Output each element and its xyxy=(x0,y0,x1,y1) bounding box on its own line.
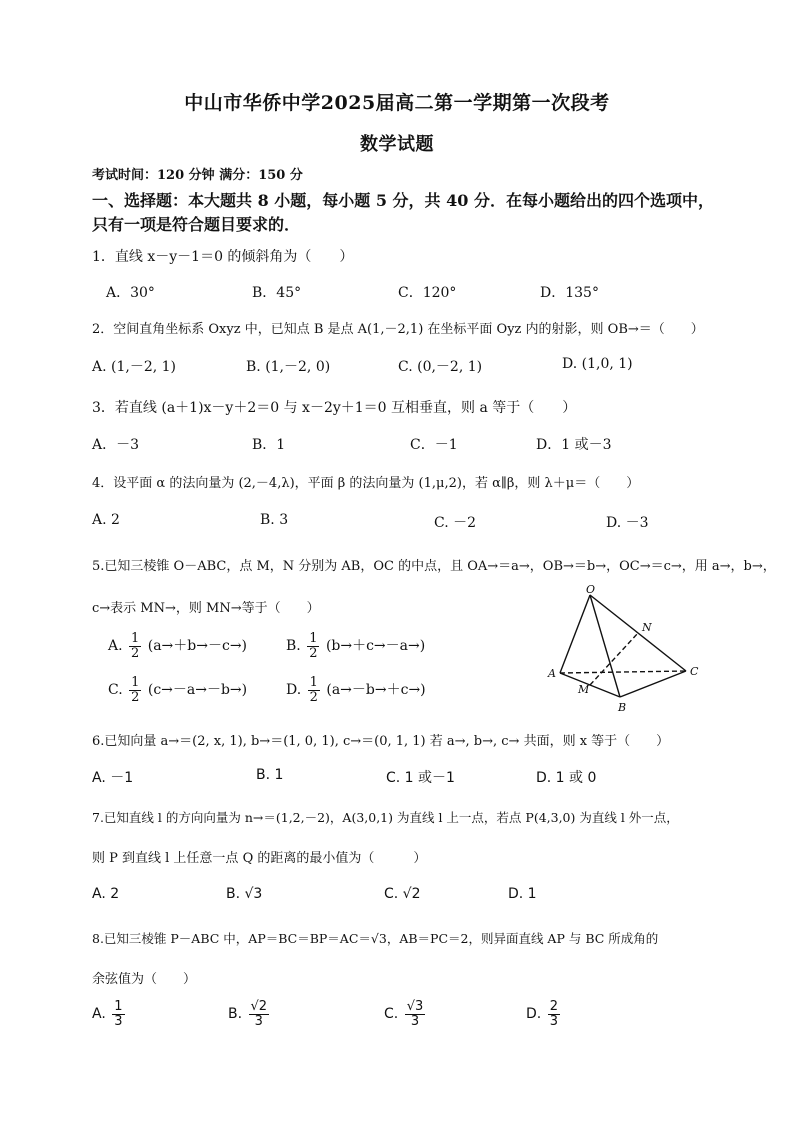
option-label: A. xyxy=(92,1006,106,1023)
question-6-stem: 6.已知向量 a→＝(2, x, 1), b→＝(1, 0, 1), c→＝(0, 1, 1) 若 a→, b→, c→ 共面，则 x 等于（ ） xyxy=(92,734,670,749)
fraction-denominator: 2 xyxy=(309,645,318,661)
question-5-stem-line1: 5.已知三棱锥 O－ABC，点 M，N 分别为 AB，OC 的中点，且 OA→＝a→，OB→＝b→，OC→＝c→，用 a→，b→， xyxy=(92,559,776,574)
edge-ob xyxy=(590,595,620,697)
question-6-option-b: B. 1 xyxy=(256,767,284,783)
question-4-stem: 4．设平面 α 的法向量为 (2,－4,λ)，平面 β 的法向量为 (1,μ,2)，若 α∥β，则 λ＋μ＝（ ） xyxy=(92,476,640,491)
fraction xyxy=(129,632,141,660)
question-5-option-c xyxy=(108,676,247,704)
question-1-option-c: C．120° xyxy=(398,285,457,301)
section-heading-line2: 只有一项是符合题目要求的． xyxy=(92,215,301,234)
question-6-option-a: A. －1 xyxy=(92,770,134,786)
vector-expression: (a→＋b→－c→) xyxy=(147,638,248,655)
edge-bc xyxy=(620,671,686,697)
fraction-numerator: 1 xyxy=(309,675,318,690)
question-7-stem-line2: 则 P 到直线 l 上任意一点 Q 的距离的最小值为（ ） xyxy=(92,851,427,866)
fraction-numerator: 1 xyxy=(114,999,123,1014)
section-heading-line1: 一、选择题：本大题共 8 小题，每小题 5 分，共 40 分．在每小题给出的四个选项中， xyxy=(92,191,714,210)
question-5-stem-line2: c→表示 MN→，则 MN→等于（ ） xyxy=(92,601,320,616)
fraction-denominator: 2 xyxy=(131,645,140,661)
question-3-option-b: B．1 xyxy=(252,437,286,453)
label-m: M xyxy=(578,683,590,696)
fraction-numerator: 1 xyxy=(309,631,318,646)
fraction xyxy=(405,1000,426,1028)
question-4-option-d: D. －3 xyxy=(606,515,649,531)
fraction xyxy=(307,632,319,660)
question-3-stem: 3．若直线 (a＋1)x－y＋2＝0 与 x－2y＋1＝0 互相垂直，则 a 等于（ ） xyxy=(92,400,577,416)
edge-oc xyxy=(590,595,686,671)
question-2-option-c: C. (0,－2, 1) xyxy=(398,359,483,375)
fraction-numerator: 1 xyxy=(131,675,140,690)
fraction-denominator: 2 xyxy=(309,689,318,705)
option-label: C. xyxy=(108,682,123,699)
option-label: A. xyxy=(108,638,123,655)
question-3-option-d: D．1 或－3 xyxy=(536,437,612,453)
edge-ac-hidden xyxy=(560,671,686,673)
label-c: C xyxy=(690,665,699,678)
vector-expression: (c→－a→－b→) xyxy=(147,682,248,699)
question-7-option-b: B. √3 xyxy=(226,886,263,902)
question-3-option-c: C．－1 xyxy=(410,437,458,453)
question-2-stem: 2．空间直角坐标系 Oxyz 中，已知点 B 是点 A(1,－2,1) 在坐标平面 Oyz 内的射影，则 OB→＝（ ） xyxy=(92,322,704,337)
fraction-denominator: 3 xyxy=(549,1013,558,1029)
fraction xyxy=(308,676,320,704)
question-1-option-d: D．135° xyxy=(540,285,599,301)
fraction-denominator: 3 xyxy=(254,1013,263,1029)
question-7-option-a: A. 2 xyxy=(92,886,120,902)
question-2-option-a: A. (1,－2, 1) xyxy=(92,359,177,375)
tetrahedron-figure xyxy=(540,585,710,715)
label-a: A xyxy=(548,667,556,680)
question-7-option-c: C. √2 xyxy=(384,886,421,902)
question-6-option-c: C. 1 或－1 xyxy=(386,770,455,786)
question-5-option-b xyxy=(286,632,425,660)
label-o: O xyxy=(586,585,596,596)
option-label: B. xyxy=(286,638,301,655)
exam-info: 考试时间：120 分钟 满分：150 分 xyxy=(92,168,303,183)
fraction-denominator: 3 xyxy=(114,1013,123,1029)
edge-oa xyxy=(560,595,590,673)
fraction-numerator: 1 xyxy=(131,631,140,646)
question-7-option-d: D. 1 xyxy=(508,886,537,902)
option-label: B. xyxy=(228,1006,243,1023)
question-3-option-a: A．－3 xyxy=(92,437,140,453)
question-4-option-c: C. －2 xyxy=(434,515,477,531)
fraction xyxy=(112,1000,124,1028)
fraction-denominator: 3 xyxy=(410,1013,420,1029)
question-5-option-d xyxy=(286,676,426,704)
fraction xyxy=(249,1000,270,1028)
question-6-option-d: D. 1 或 0 xyxy=(536,770,597,786)
vector-expression: (b→＋c→－a→) xyxy=(325,638,426,655)
question-5-option-a xyxy=(108,632,247,660)
question-8-stem-line1: 8.已知三棱锥 P－ABC 中，AP＝BC＝BP＝AC＝√3，AB＝PC＝2，则异面直线 AP 与 BC 所成角的 xyxy=(92,931,659,946)
option-label: D. xyxy=(286,682,302,699)
label-n: N xyxy=(642,621,652,634)
label-b: B xyxy=(618,701,627,714)
fraction-denominator: 2 xyxy=(131,689,140,705)
question-4-option-b: B. 3 xyxy=(260,512,289,528)
question-8-option-a xyxy=(92,1000,127,1028)
question-2-option-b: B. (1,－2, 0) xyxy=(246,359,331,375)
option-label: D. xyxy=(526,1006,542,1023)
question-7-stem-line1: 7.已知直线 l 的方向向量为 n→＝(1,2,－2)，A(3,0,1) 为直线 l 上一点，若点 P(4,3,0) 为直线 l 外一点， xyxy=(92,810,679,825)
question-1-option-a: A．30° xyxy=(106,285,155,301)
fraction xyxy=(548,1000,560,1028)
question-1-option-b: B．45° xyxy=(252,285,302,301)
fraction-numerator: √2 xyxy=(250,999,268,1014)
fraction xyxy=(129,676,141,704)
option-label: C. xyxy=(384,1006,399,1023)
question-1-stem: 1．直线 x－y－1＝0 的倾斜角为（ ） xyxy=(92,249,354,265)
question-8-option-c xyxy=(384,1000,427,1028)
vector-expression: (a→－b→＋c→) xyxy=(326,682,426,699)
question-8-option-b xyxy=(228,1000,271,1028)
exam-title: 中山市华侨中学2025届高二第一学期第一次段考 xyxy=(184,92,610,114)
fraction-numerator: 2 xyxy=(549,999,558,1014)
question-2-option-d: D. (1,0, 1) xyxy=(562,356,633,372)
question-8-option-d xyxy=(526,1000,562,1028)
exam-subtitle: 数学试题 xyxy=(360,134,434,155)
fraction-numerator: √3 xyxy=(406,999,424,1014)
question-4-option-a: A. 2 xyxy=(92,512,120,528)
question-8-stem-line2: 余弦值为（ ） xyxy=(92,972,197,987)
